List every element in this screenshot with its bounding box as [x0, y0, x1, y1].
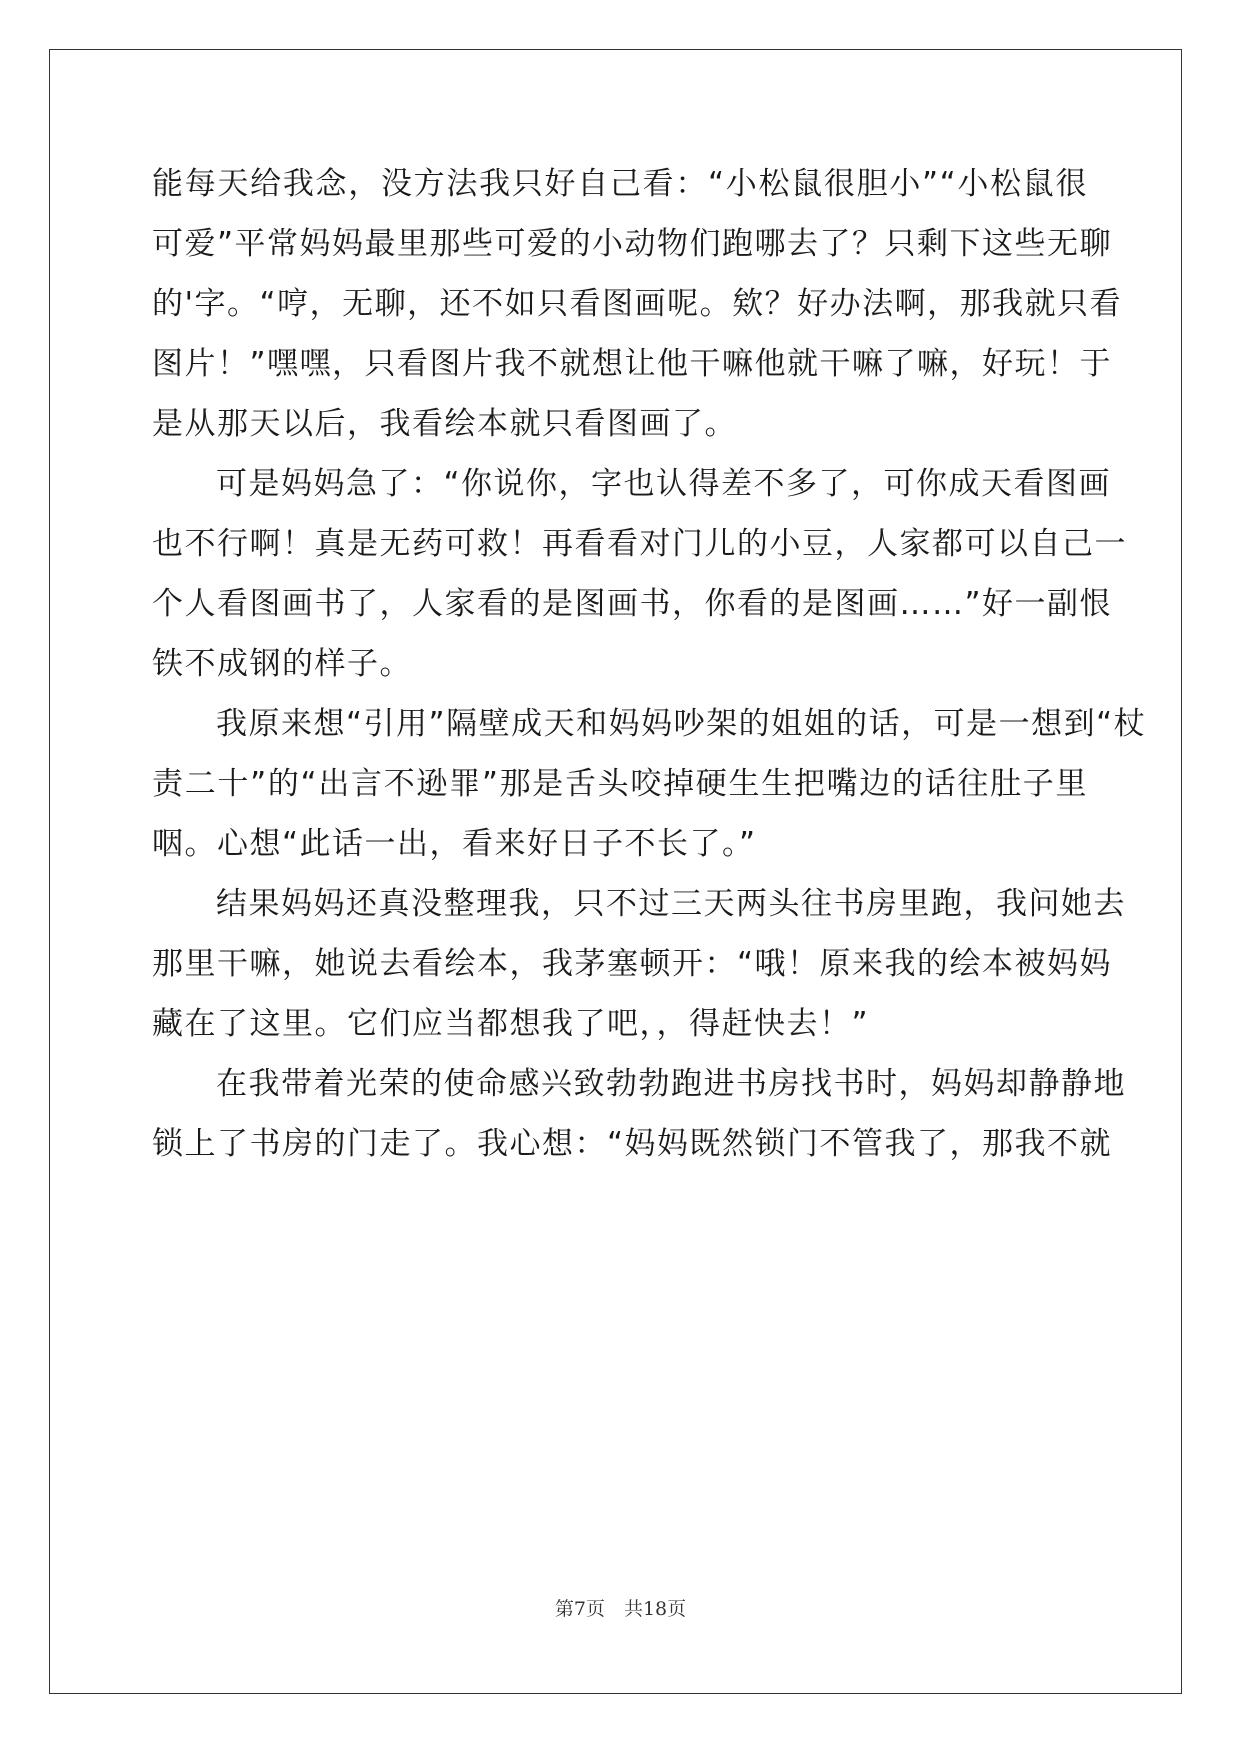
text-line: 的'字。“哼，无聊，还不如只看图画呢。欸？好办法啊，那我就只看: [152, 286, 1123, 322]
text-line: 能每天给我念，没方法我只好自己看：“小松鼠很胆小”“小松鼠很: [152, 166, 1088, 202]
text-line: 锁上了书房的门走了。我心想：“妈妈既然锁门不管我了，那我不就: [152, 1126, 1113, 1162]
document-body: [152, 154, 1147, 1174]
text-line: 也不行啊！真是无药可救！再看看对门儿的小豆，人家都可以自己一: [152, 526, 1127, 562]
text-line: 藏在了这里。它们应当都想我了吧，，得赶快去！”: [152, 1006, 870, 1042]
text-line: 是从那天以后，我看绘本就只看图画了。: [152, 406, 737, 442]
text-line: 可爱”平常妈妈最里那些可爱的小动物们跑哪去了？只剩下这些无聊: [152, 226, 1113, 262]
text-line: 咽。心想“此话一出，看来好日子不长了。”: [152, 826, 757, 862]
page-number: 第7页 共18页: [554, 1598, 687, 1620]
paragraph-first-line: 我原来想“引用”隔壁成天和妈妈吵架的姐姐的话，可是一想到“杖: [216, 706, 1147, 742]
paragraph-first-line: 可是妈妈急了：“你说你，字也认得差不多了，可你成天看图画: [216, 466, 1112, 502]
text-line: 那里干嘛，她说去看绘本，我茅塞顿开：“哦！原来我的绘本被妈妈: [152, 946, 1113, 982]
paragraph-first-line: 在我带着光荣的使命感兴致勃勃跑进书房找书时，妈妈却静静地: [216, 1066, 1126, 1102]
text-line: 铁不成钢的样子。: [152, 646, 412, 682]
text-line: 个人看图画书了，人家看的是图画书，你看的是图画……”好一副恨: [152, 586, 1113, 622]
text-line: 责二十”的“出言不逊罪”那是舌头咬掉硬生生把嘴边的话往肚子里: [152, 766, 1088, 802]
paragraph-first-line: 结果妈妈还真没整理我，只不过三天两头往书房里跑，我问她去: [216, 886, 1126, 922]
text-line: 图片！”嘿嘿，只看图片我不就想让他干嘛他就干嘛了嘛，好玩！于: [152, 346, 1113, 382]
